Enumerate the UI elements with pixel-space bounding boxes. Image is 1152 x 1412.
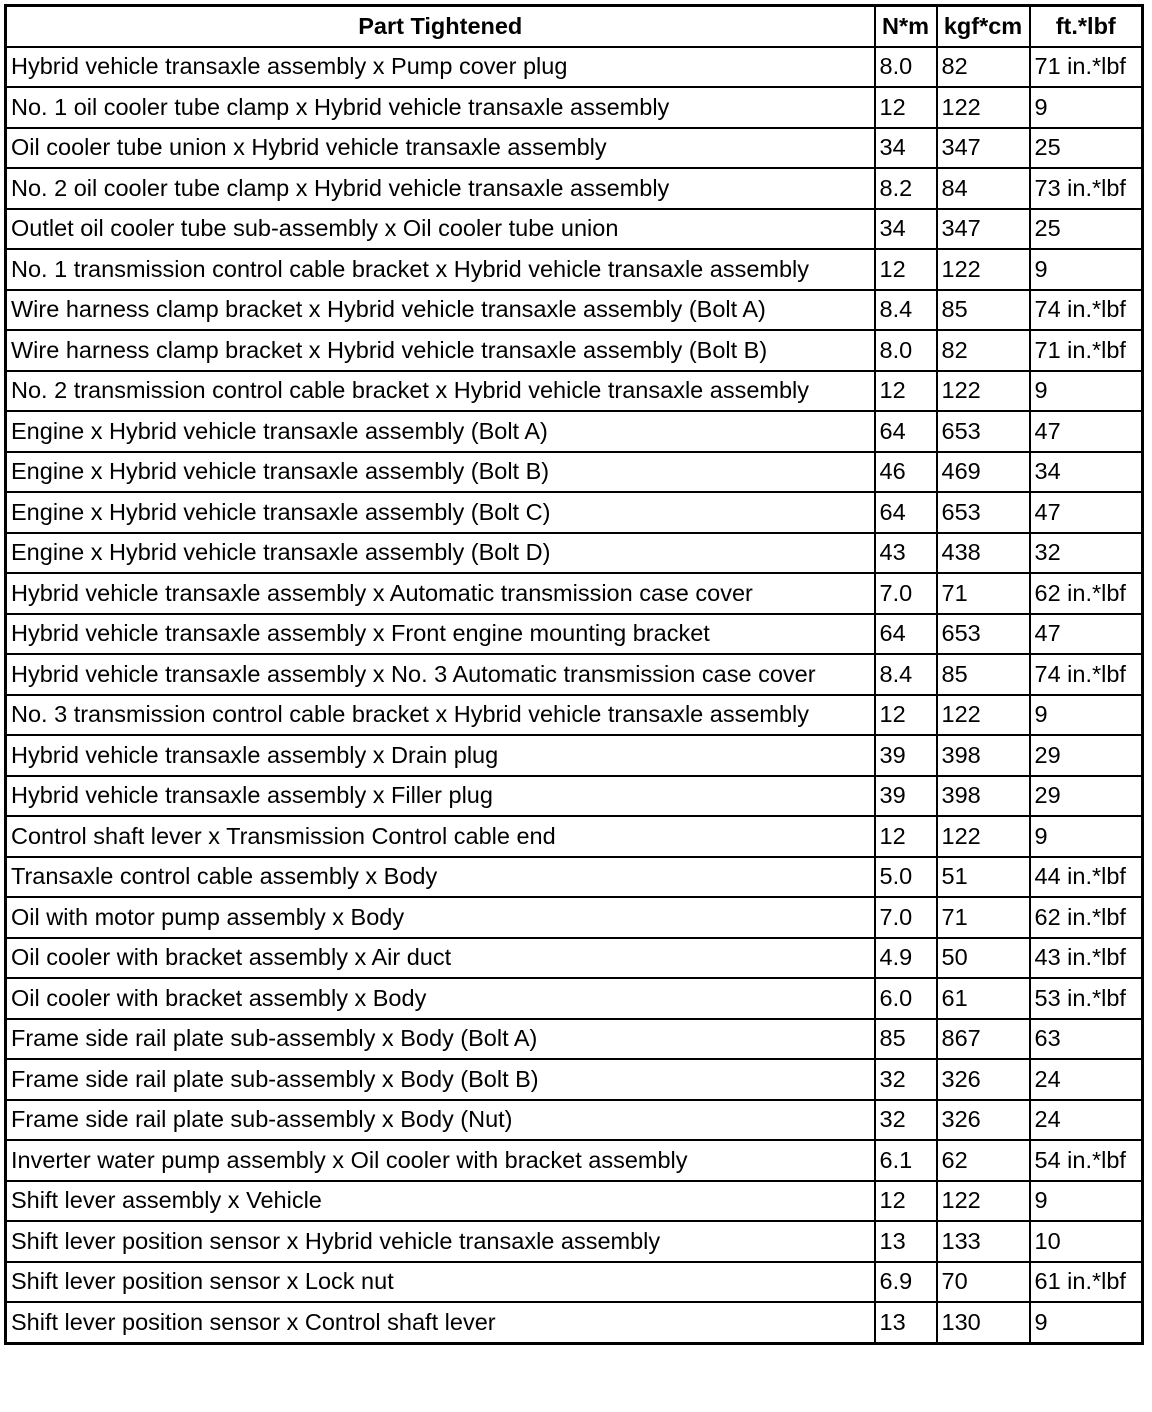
nm-cell: 5.0 [875,857,937,898]
ft-lbf-cell: 29 [1030,776,1143,817]
kgf-cm-cell: 122 [937,1181,1030,1222]
table-row [6,573,1143,614]
ft-lbf-cell: 9 [1030,695,1143,736]
ft-lbf-cell: 9 [1030,1302,1143,1343]
ft-lbf-cell: 47 [1030,492,1143,533]
nm-cell: 12 [875,371,937,412]
kgf-cm-cell: 71 [937,573,1030,614]
kgf-cm-cell: 347 [937,128,1030,169]
table-row [6,1059,1143,1100]
table-row [6,1181,1143,1222]
ft-lbf-cell: 47 [1030,614,1143,655]
table-row [6,47,1143,88]
kgf-cm-cell: 326 [937,1100,1030,1141]
nm-cell: 39 [875,776,937,817]
part-cell: Oil cooler with bracket assembly x Air duct [6,938,875,979]
nm-cell: 34 [875,128,937,169]
table-row [6,533,1143,574]
kgf-cm-cell: 62 [937,1140,1030,1181]
table-row [6,1302,1143,1343]
ft-lbf-cell: 9 [1030,249,1143,290]
nm-cell: 64 [875,411,937,452]
kgf-cm-cell: 122 [937,695,1030,736]
nm-cell: 39 [875,735,937,776]
kgf-cm-cell: 653 [937,411,1030,452]
part-cell: Outlet oil cooler tube sub-assembly x Oil cooler tube union [6,209,875,250]
nm-cell: 64 [875,492,937,533]
header-kgf-cm: kgf*cm [937,6,1030,47]
part-cell: Shift lever position sensor x Hybrid vehicle transaxle assembly [6,1221,875,1262]
table-header [6,6,1143,47]
table-row [6,1140,1143,1181]
nm-cell: 34 [875,209,937,250]
part-cell: Shift lever position sensor x Lock nut [6,1262,875,1303]
kgf-cm-cell: 51 [937,857,1030,898]
table-row [6,978,1143,1019]
nm-cell: 8.4 [875,654,937,695]
part-cell: Wire harness clamp bracket x Hybrid vehicle transaxle assembly (Bolt B) [6,330,875,371]
part-cell: Oil cooler tube union x Hybrid vehicle transaxle assembly [6,128,875,169]
part-cell: Control shaft lever x Transmission Control cable end [6,816,875,857]
part-cell: No. 3 transmission control cable bracket x Hybrid vehicle transaxle assembly [6,695,875,736]
ft-lbf-cell: 34 [1030,452,1143,493]
ft-lbf-cell: 10 [1030,1221,1143,1262]
kgf-cm-cell: 70 [937,1262,1030,1303]
table-row [6,938,1143,979]
table-row [6,87,1143,128]
part-cell: Engine x Hybrid vehicle transaxle assembly (Bolt A) [6,411,875,452]
ft-lbf-cell: 29 [1030,735,1143,776]
part-cell: Inverter water pump assembly x Oil cooler with bracket assembly [6,1140,875,1181]
table-row [6,1221,1143,1262]
ft-lbf-cell: 74 in.*lbf [1030,654,1143,695]
nm-cell: 7.0 [875,573,937,614]
kgf-cm-cell: 653 [937,492,1030,533]
nm-cell: 6.9 [875,1262,937,1303]
part-cell: Hybrid vehicle transaxle assembly x Pump cover plug [6,47,875,88]
header-part-tightened: Part Tightened [6,6,875,47]
header-row [6,6,1143,47]
table-row [6,1019,1143,1060]
nm-cell: 4.9 [875,938,937,979]
nm-cell: 12 [875,87,937,128]
table-row [6,695,1143,736]
kgf-cm-cell: 50 [937,938,1030,979]
nm-cell: 32 [875,1100,937,1141]
part-cell: Hybrid vehicle transaxle assembly x Drain plug [6,735,875,776]
nm-cell: 13 [875,1221,937,1262]
part-cell: No. 1 transmission control cable bracket x Hybrid vehicle transaxle assembly [6,249,875,290]
nm-cell: 8.2 [875,168,937,209]
kgf-cm-cell: 61 [937,978,1030,1019]
table-row [6,857,1143,898]
nm-cell: 46 [875,452,937,493]
nm-cell: 12 [875,695,937,736]
kgf-cm-cell: 867 [937,1019,1030,1060]
table-row [6,209,1143,250]
nm-cell: 7.0 [875,897,937,938]
nm-cell: 64 [875,614,937,655]
ft-lbf-cell: 71 in.*lbf [1030,330,1143,371]
nm-cell: 12 [875,1181,937,1222]
nm-cell: 12 [875,816,937,857]
kgf-cm-cell: 82 [937,47,1030,88]
torque-spec-document [4,4,1144,1345]
kgf-cm-cell: 71 [937,897,1030,938]
nm-cell: 13 [875,1302,937,1343]
kgf-cm-cell: 398 [937,735,1030,776]
ft-lbf-cell: 62 in.*lbf [1030,573,1143,614]
part-cell: Oil cooler with bracket assembly x Body [6,978,875,1019]
part-cell: Engine x Hybrid vehicle transaxle assembly (Bolt D) [6,533,875,574]
table-row [6,492,1143,533]
part-cell: No. 2 transmission control cable bracket x Hybrid vehicle transaxle assembly [6,371,875,412]
ft-lbf-cell: 32 [1030,533,1143,574]
nm-cell: 8.4 [875,290,937,331]
part-cell: Oil with motor pump assembly x Body [6,897,875,938]
part-cell: No. 2 oil cooler tube clamp x Hybrid vehicle transaxle assembly [6,168,875,209]
table-row [6,290,1143,331]
nm-cell: 85 [875,1019,937,1060]
ft-lbf-cell: 54 in.*lbf [1030,1140,1143,1181]
kgf-cm-cell: 122 [937,87,1030,128]
part-cell: Shift lever assembly x Vehicle [6,1181,875,1222]
nm-cell: 6.1 [875,1140,937,1181]
ft-lbf-cell: 9 [1030,371,1143,412]
part-cell: Engine x Hybrid vehicle transaxle assembly (Bolt B) [6,452,875,493]
table-body [6,47,1143,1344]
table-row [6,128,1143,169]
table-row [6,816,1143,857]
torque-spec-table [4,4,1144,1345]
table-row [6,1100,1143,1141]
table-row [6,735,1143,776]
nm-cell: 12 [875,249,937,290]
table-row [6,452,1143,493]
ft-lbf-cell: 62 in.*lbf [1030,897,1143,938]
part-cell: Hybrid vehicle transaxle assembly x Automatic transmission case cover [6,573,875,614]
kgf-cm-cell: 326 [937,1059,1030,1100]
ft-lbf-cell: 63 [1030,1019,1143,1060]
table-row [6,168,1143,209]
ft-lbf-cell: 73 in.*lbf [1030,168,1143,209]
ft-lbf-cell: 25 [1030,209,1143,250]
table-row [6,776,1143,817]
header-nm: N*m [875,6,937,47]
part-cell: Shift lever position sensor x Control shaft lever [6,1302,875,1343]
header-ft-lbf: ft.*lbf [1030,6,1143,47]
ft-lbf-cell: 24 [1030,1100,1143,1141]
ft-lbf-cell: 25 [1030,128,1143,169]
kgf-cm-cell: 469 [937,452,1030,493]
part-cell: Hybrid vehicle transaxle assembly x No. 3 Automatic transmission case cover [6,654,875,695]
ft-lbf-cell: 53 in.*lbf [1030,978,1143,1019]
kgf-cm-cell: 85 [937,290,1030,331]
ft-lbf-cell: 24 [1030,1059,1143,1100]
kgf-cm-cell: 438 [937,533,1030,574]
kgf-cm-cell: 653 [937,614,1030,655]
nm-cell: 8.0 [875,47,937,88]
table-row [6,1262,1143,1303]
part-cell: Wire harness clamp bracket x Hybrid vehicle transaxle assembly (Bolt A) [6,290,875,331]
part-cell: Frame side rail plate sub-assembly x Body (Bolt A) [6,1019,875,1060]
nm-cell: 6.0 [875,978,937,1019]
part-cell: Transaxle control cable assembly x Body [6,857,875,898]
table-row [6,897,1143,938]
table-row [6,330,1143,371]
ft-lbf-cell: 47 [1030,411,1143,452]
kgf-cm-cell: 133 [937,1221,1030,1262]
ft-lbf-cell: 43 in.*lbf [1030,938,1143,979]
table-row [6,614,1143,655]
nm-cell: 32 [875,1059,937,1100]
part-cell: Hybrid vehicle transaxle assembly x Front engine mounting bracket [6,614,875,655]
kgf-cm-cell: 347 [937,209,1030,250]
kgf-cm-cell: 85 [937,654,1030,695]
kgf-cm-cell: 122 [937,371,1030,412]
nm-cell: 43 [875,533,937,574]
ft-lbf-cell: 44 in.*lbf [1030,857,1143,898]
ft-lbf-cell: 9 [1030,1181,1143,1222]
kgf-cm-cell: 122 [937,816,1030,857]
table-row [6,411,1143,452]
part-cell: Frame side rail plate sub-assembly x Body (Bolt B) [6,1059,875,1100]
ft-lbf-cell: 74 in.*lbf [1030,290,1143,331]
table-row [6,249,1143,290]
nm-cell: 8.0 [875,330,937,371]
ft-lbf-cell: 71 in.*lbf [1030,47,1143,88]
ft-lbf-cell: 9 [1030,816,1143,857]
ft-lbf-cell: 61 in.*lbf [1030,1262,1143,1303]
kgf-cm-cell: 130 [937,1302,1030,1343]
part-cell: Hybrid vehicle transaxle assembly x Filler plug [6,776,875,817]
ft-lbf-cell: 9 [1030,87,1143,128]
part-cell: No. 1 oil cooler tube clamp x Hybrid vehicle transaxle assembly [6,87,875,128]
kgf-cm-cell: 84 [937,168,1030,209]
table-row [6,654,1143,695]
part-cell: Engine x Hybrid vehicle transaxle assembly (Bolt C) [6,492,875,533]
kgf-cm-cell: 122 [937,249,1030,290]
kgf-cm-cell: 82 [937,330,1030,371]
table-row [6,371,1143,412]
kgf-cm-cell: 398 [937,776,1030,817]
part-cell: Frame side rail plate sub-assembly x Body (Nut) [6,1100,875,1141]
